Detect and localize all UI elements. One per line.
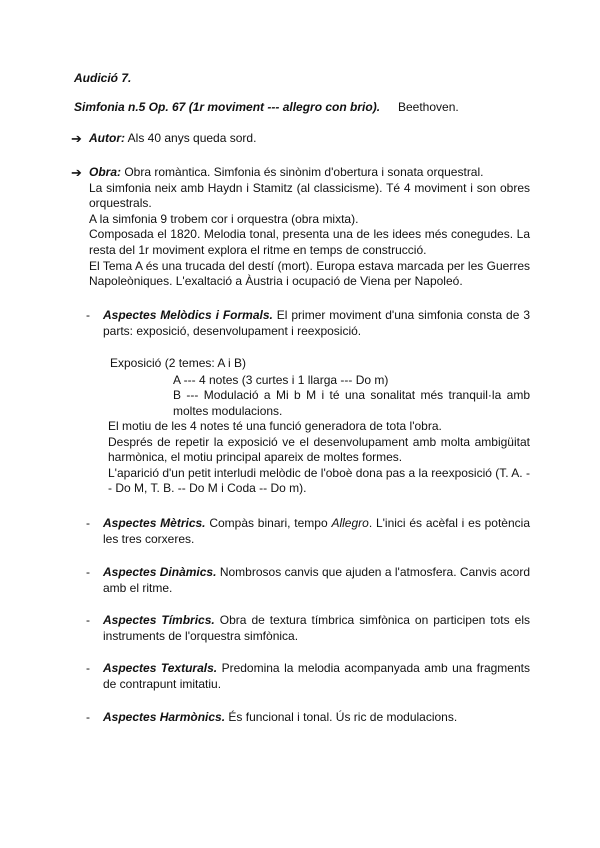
obra-line: La simfonia neix amb Haydn i Stamitz (al classicisme). Té 4 moviment i son obres orquestrals. <box>89 180 530 211</box>
obra-intro <box>89 165 530 181</box>
obra-label: Obra: <box>89 165 122 179</box>
list-dash: - <box>86 308 90 322</box>
texturals-label: Aspectes Texturals. <box>103 661 218 675</box>
texturals-paragraph <box>103 661 530 692</box>
timbrics-paragraph <box>103 613 530 644</box>
metrics-paragraph <box>103 516 530 547</box>
harmonics-text: És funcional i tonal. Ús ric de modulacions. <box>225 710 458 724</box>
timbrics-label: Aspectes Tímbrics. <box>103 613 215 627</box>
list-dash: - <box>86 661 90 675</box>
melodics-line: L'aparició d'un petit interludi melòdic de l'oboè dona pas a la reexposició (T. A. -- Do M, T. B. -- Do M i Coda -- Do m). <box>108 465 530 496</box>
obra-line: A la simfonia 9 trobem cor i orquestra (obra mixta). <box>89 211 359 226</box>
melodics-line: El motiu de les 4 notes té una funció generadora de tota l'obra. <box>108 419 442 433</box>
obra-line: El Tema A és una trucada del destí (mort). Europa estava marcada per les Guerres Napoleòniques. L'exaltació a Àustria i ocupació de Viena per Napoleó. <box>89 258 530 289</box>
metrics-label: Aspectes Mètrics. <box>103 516 206 530</box>
tema-b: B --- Modulació a Mi b M i té una sonalitat més tranquil·la amb moltes modulacions. <box>173 388 530 418</box>
document-title: Audició 7. <box>74 71 132 85</box>
work-subtitle: Simfonia n.5 Op. 67 (1r moviment --- allegro con brio). <box>74 100 381 114</box>
tema-a: A --- 4 notes (3 curtes i 1 llarga --- Do m) <box>173 373 389 387</box>
list-dash: - <box>86 613 90 627</box>
melodics-line: Després de repetir la exposició ve el desenvolupament amb molta ambigüitat harmònica, el motiu principal apareix de moltes formes. <box>108 434 530 465</box>
melodics-label: Aspectes Melòdics i Formals. <box>103 308 273 322</box>
autor-paragraph <box>89 131 256 147</box>
list-dash: - <box>86 516 90 530</box>
metrics-text: Compàs binari, tempo <box>205 516 332 530</box>
melodics-paragraph <box>103 308 530 339</box>
harmonics-label: Aspectes Harmònics. <box>103 710 226 724</box>
obra-text: Obra romàntica. Simfonia és sinònim d'obertura i sonata orquestral. <box>121 165 484 179</box>
dinamics-label: Aspectes Dinàmics. <box>103 565 217 579</box>
exposicio-heading: Exposició (2 temes: A i B) <box>110 356 247 370</box>
dinamics-paragraph <box>103 565 530 596</box>
melodics-text: El primer moviment d'una simfonia consta de 3 parts: exposició, desenvolupament i reexposició. <box>103 308 530 338</box>
autor-label: Autor: <box>89 131 125 145</box>
arrow-right-icon: ➔ <box>71 131 82 146</box>
texturals-text: Predomina la melodia acompanyada amb una fragments de contrapunt imitatiu. <box>103 661 530 691</box>
dinamics-text: Nombrosos canvis que ajuden a l'atmosfera. Canvis acord amb el ritme. <box>103 565 530 595</box>
melodics-details <box>108 419 530 497</box>
list-dash: - <box>86 710 90 724</box>
harmonics-paragraph <box>103 710 530 726</box>
autor-text: Als 40 anys queda sord. <box>125 131 257 145</box>
composer-name: Beethoven. <box>398 100 459 114</box>
list-dash: - <box>86 565 90 579</box>
obra-line: Composada el 1820. Melodia tonal, presenta una de les idees més conegudes. La resta del 1r moviment explora el ritme en temps de construcció. <box>89 227 530 257</box>
metrics-text-end: . L'inici és acèfal i es potència les tres corxeres. <box>103 516 530 546</box>
timbrics-text: Obra de textura tímbrica simfònica on participen tots els instruments de l'orquestra simfònica. <box>103 613 531 643</box>
arrow-right-icon: ➔ <box>71 165 82 180</box>
obra-block <box>89 165 530 290</box>
metrics-tempo: Allegro <box>331 516 369 530</box>
